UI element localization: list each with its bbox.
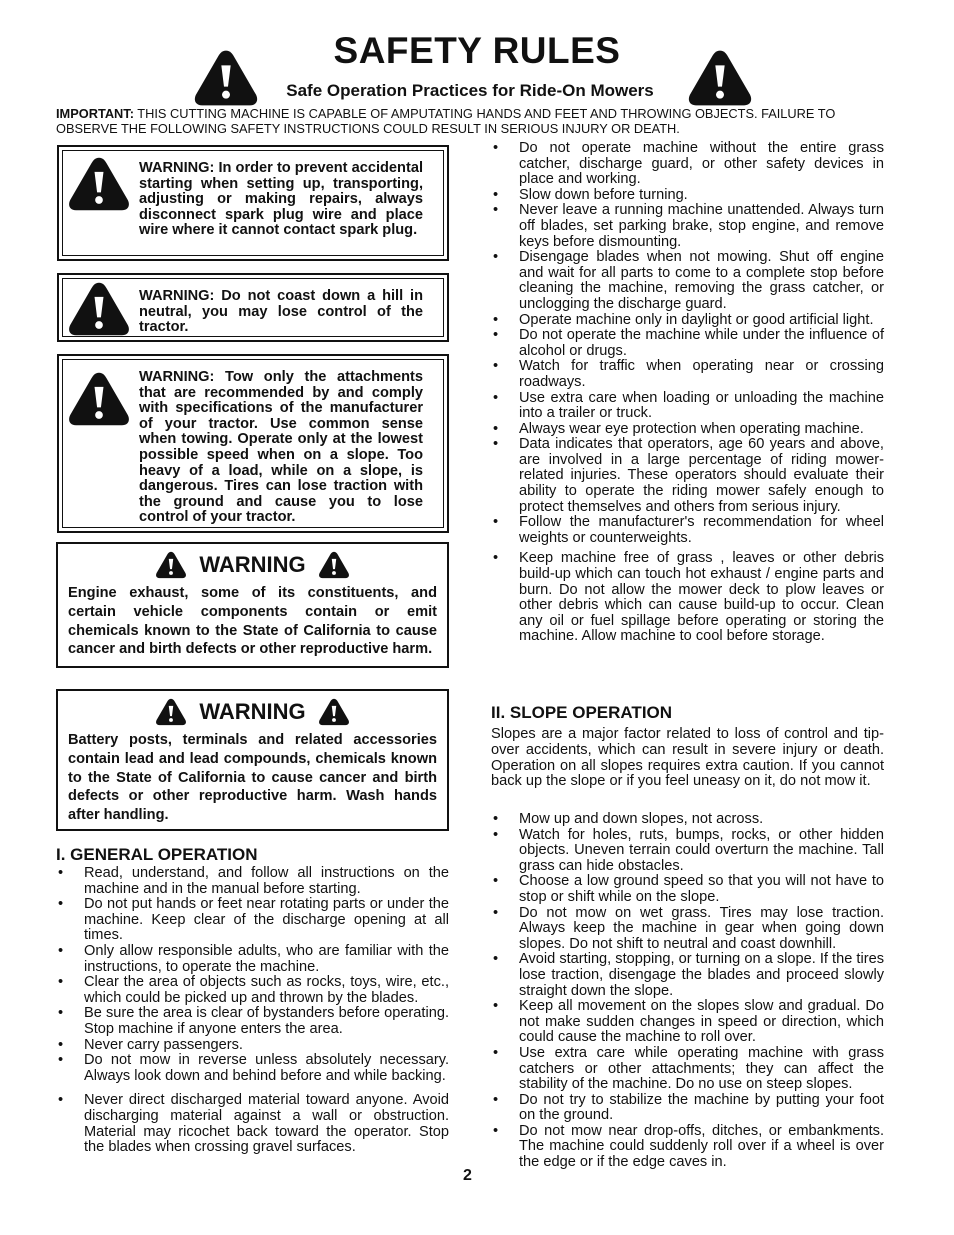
warning-triangle-icon <box>155 697 187 727</box>
important-notice <box>56 106 896 136</box>
important-text: THIS CUTTING MACHINE IS CAPABLE OF AMPUTATING HANDS AND FEET AND THROWING OBJECTS. FAILURE TO OBSERVE THE FOLLOWING SAFETY INSTRUCTIONS COULD RESULT IN SERIOUS INJURY OR DEATH. <box>56 106 836 136</box>
list-item: • Avoid starting, stopping, or turning on a slope. If the tires lose traction, disengage the blades and proceed slowly straight down the slope. <box>491 952 884 999</box>
list-item: • Operate machine only in daylight or good artificial light. <box>491 313 884 329</box>
list-item: • Keep all movement on the slopes slow and gradual. Do not make sudden changes in speed or direction, which could cause the machine to roll over. <box>491 999 884 1046</box>
list-item: • Do not try to stabilize the machine by putting your foot on the ground. <box>491 1093 884 1124</box>
list-item: • Disengage blades when not mowing. Shut off engine and wait for all parts to come to a complete stop before cleaning the machine, removing the grass catcher, or unclogging the discharge guard. <box>491 250 884 312</box>
list-item: • Do not mow in reverse unless absolutely necessary. Always look down and behind before and while backing. <box>56 1053 449 1084</box>
warning-label: WARNING <box>199 552 306 577</box>
warning-triangle-icon <box>318 697 350 727</box>
warning-triangle-icon <box>155 550 187 580</box>
list-item: • Keep machine free of grass , leaves or other debris build-up which can touch hot exhaust / engine parts and burn. Do not allow the mower deck to plow leaves or other debris which can cause build-up to occur. Clean any oil or fuel spillage before operating or storing the machine. Allow machine to cool before storage. <box>491 551 884 645</box>
list-item: • Watch for traffic when operating near or crossing roadways. <box>491 359 884 390</box>
list-item: • Do not mow near drop-offs, ditches, or embankments. The machine could suddenly roll over if a wheel is over the edge or if the edge caves in. <box>491 1124 884 1171</box>
prop65-warning-exhaust <box>56 542 449 668</box>
warning-text: WARNING: In order to prevent accidental starting when setting up, transporting, adjusting or making repairs, always disconnect spark plug wire and place wire where it cannot contact spark plug. <box>139 160 423 239</box>
list-item: • Data indicates that operators, age 60 years and above, are involved in a large percentage of riding mower-related injuries. These operators should evaluate their ability to operate the riding mower safely enough to protect themselves and others from serious injury. <box>491 437 884 515</box>
warning-text: Battery posts, terminals and related accessories contain lead and lead compounds, chemicals known to the State of California to cause cancer and birth defects or other reproductive harm. Wash hands after handling. <box>68 732 437 824</box>
general-operation-list-continued <box>491 141 884 645</box>
section-title-slope: II. SLOPE OPERATION <box>491 703 673 722</box>
warning-box-spark-plug <box>57 145 449 261</box>
general-operation-list <box>56 866 449 1156</box>
list-item: • Never direct discharged material toward anyone. Avoid discharging material against a wall or obstruction. Material may ricochet back toward the operator. Stop the blades when crossing gravel surfaces. <box>56 1093 449 1155</box>
list-item: • Only allow responsible adults, who are familiar with the instructions, to operate the machine. <box>56 944 449 975</box>
list-item: • Choose a low ground speed so that you will not have to stop or shift while on the slope. <box>491 874 884 905</box>
list-item: • Read, understand, and follow all instructions on the machine and in the manual before starting. <box>56 866 449 897</box>
list-item: • Mow up and down slopes, not across. <box>491 812 884 828</box>
list-item: • Be sure the area is clear of bystanders before operating. Stop machine if anyone enters the area. <box>56 1006 449 1037</box>
page-subtitle: Safe Operation Practices for Ride-On Mowers <box>286 81 654 100</box>
list-item: • Do not mow on wet grass. Tires may lose traction. Always keep the machine in gear when going down slopes. Do not shift to neutral and coast downhill. <box>491 906 884 953</box>
list-item: • Slow down before turning. <box>491 188 884 204</box>
list-item: • Do not operate machine without the entire grass catcher, discharge guard, or other safety devices in place and working. <box>491 141 884 188</box>
list-item: • Do not operate the machine while under the influence of alcohol or drugs. <box>491 328 884 359</box>
list-item: • Use extra care when loading or unloading the machine into a trailer or truck. <box>491 391 884 422</box>
section-title-general: I. GENERAL OPERATION <box>56 845 258 864</box>
slope-operation-list <box>491 812 884 1171</box>
list-item: • Never leave a running machine unattended. Always turn off blades, set parking brake, stop engine, and remove keys before dismounting. <box>491 203 884 250</box>
page-number: 2 <box>463 1167 472 1184</box>
warning-text: Engine exhaust, some of its constituents, and certain vehicle components contain or emit chemicals known to the State of California to cause cancer and birth defects or other reproductive harm. <box>68 585 437 658</box>
list-item: • Never carry passengers. <box>56 1038 449 1054</box>
warning-triangle-icon <box>67 155 131 213</box>
list-item: • Do not put hands or feet near rotating parts or under the machine. Keep clear of the discharge opening at all times. <box>56 897 449 944</box>
prop65-warning-battery <box>56 689 449 831</box>
warning-text: WARNING: Do not coast down a hill in neutral, you may lose control of the tractor. <box>139 288 423 336</box>
list-item: • Always wear eye protection when operating machine. <box>491 422 884 438</box>
list-item: • Follow the manufacturer's recommendation for wheel weights or counterweights. <box>491 515 884 546</box>
slope-intro: Slopes are a major factor related to loss of control and tip-over accidents, which can result in severe injury or death. Operation on all slopes requires extra caution. If you cannot back up the slope or if you feel uneasy on it, do not mow it. <box>491 726 884 790</box>
list-item: • Use extra care while operating machine with grass catchers or other attachments; they can affect the stability of the machine. Do no use on steep slopes. <box>491 1046 884 1093</box>
important-label: IMPORTANT: <box>56 106 134 121</box>
list-item: • Clear the area of objects such as rocks, toys, wire, etc., which could be picked up and thrown by the blades. <box>56 975 449 1006</box>
warning-box-towing <box>57 354 449 533</box>
warning-text: WARNING: Tow only the attachments that are recommended by and comply with specifications of the manufacturer of your tractor. Use common sense when towing. Operate only at the lowest possible speed when on a slope. Too heavy of a load, while on a slope, is dangerous. Tires can lose traction with the ground and cause you to lose control of your tractor. <box>139 369 423 526</box>
warning-label: WARNING <box>199 699 306 724</box>
warning-triangle-icon <box>67 280 131 338</box>
page-title: SAFETY RULES <box>333 30 621 71</box>
warning-box-coast <box>57 273 449 342</box>
warning-triangle-icon <box>67 370 131 428</box>
warning-triangle-icon <box>318 550 350 580</box>
list-item: • Watch for holes, ruts, bumps, rocks, or other hidden objects. Uneven terrain could overturn the machine. Tall grass can hide obstacles. <box>491 828 884 875</box>
